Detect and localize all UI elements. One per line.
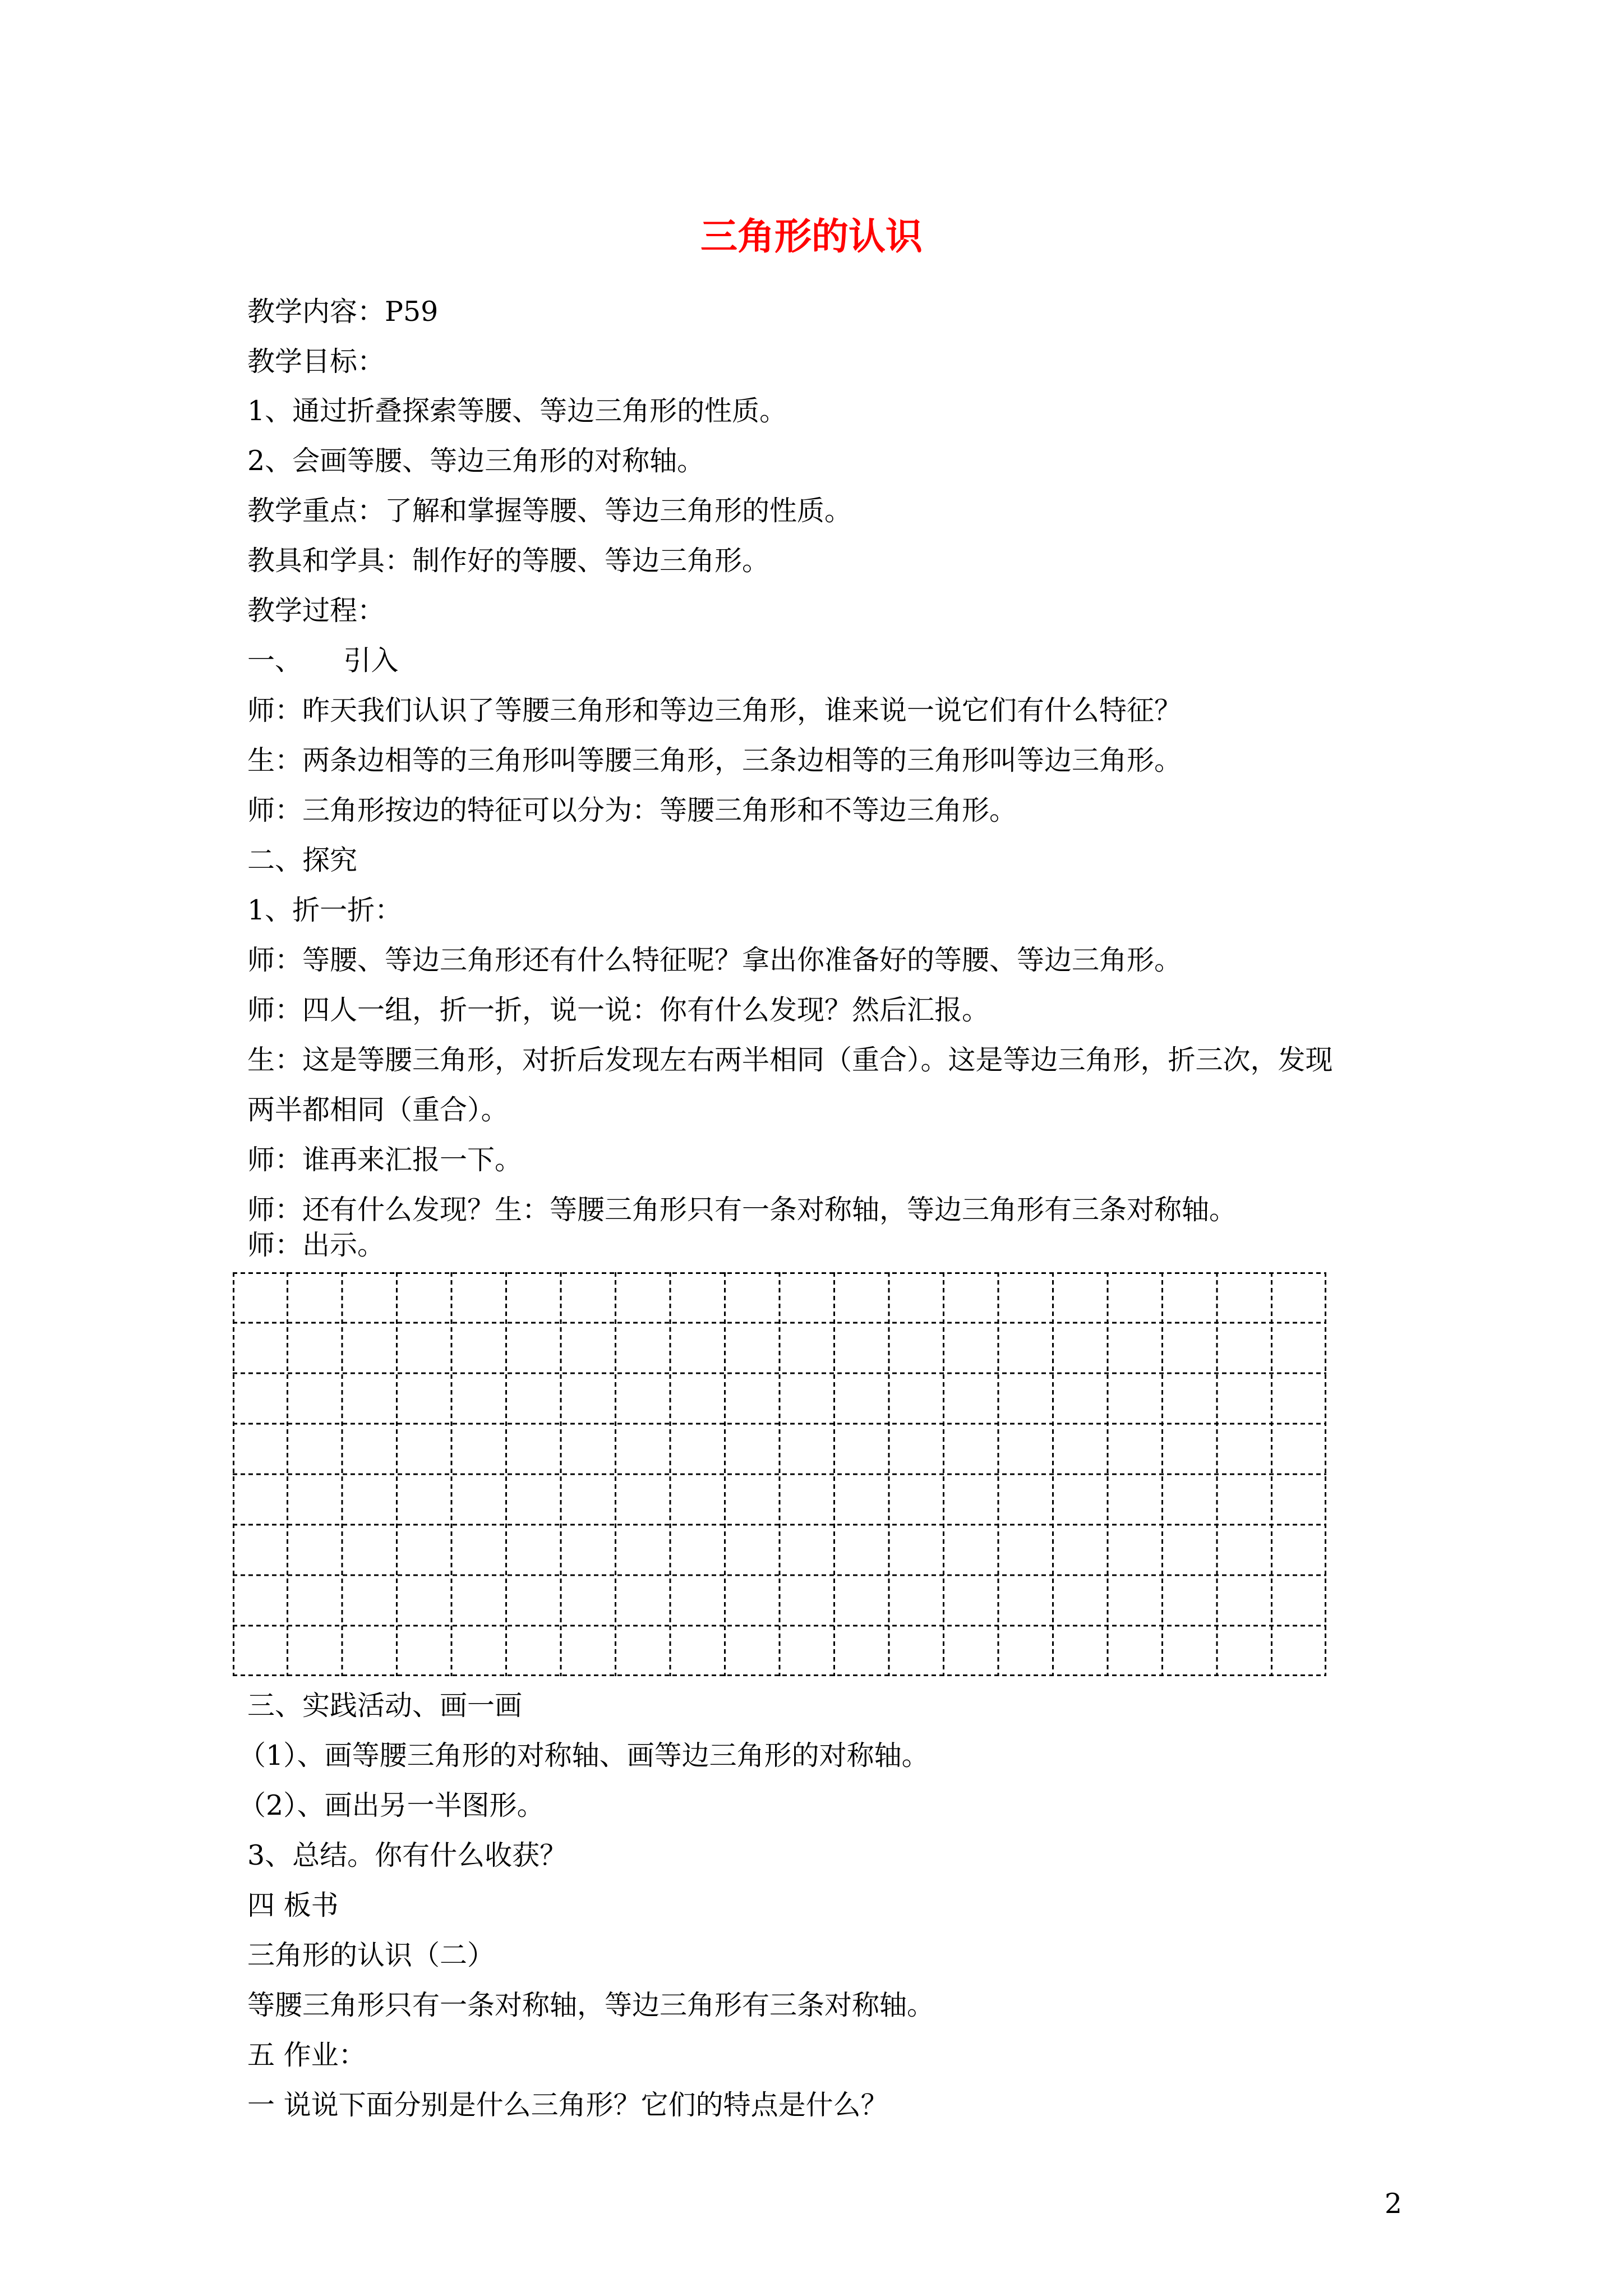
text-line-teaching-goals: 教学目标：: [247, 346, 385, 378]
text-line-practice-2: （2）、画出另一半图形。: [238, 1789, 545, 1821]
text-line-section-homework: 五 作业：: [247, 2039, 366, 2071]
text-line-process: 教学过程：: [247, 595, 385, 627]
text-line-dialogue: 师：三角形按边的特征可以分为：等腰三角形和不等边三角形。: [247, 794, 1017, 826]
text-line-homework-1: 一 说说下面分别是什么三角形？它们的特点是什么？: [247, 2089, 888, 2121]
text-line-board-title: 三角形的认识（二）: [247, 1939, 495, 1971]
text-line-fold: 1、折一折：: [247, 894, 403, 926]
text-line-dialogue: 师：等腰、等边三角形还有什么特征呢？拿出你准备好的等腰、等边三角形。: [247, 944, 1182, 976]
text-line-section-explore: 二、探究: [247, 844, 358, 876]
text-line-goal-2: 2、会画等腰、等边三角形的对称轴。: [247, 445, 705, 477]
text-line-section-practice: 三、实践活动、画一画: [247, 1690, 523, 1722]
text-line-practice-1: （1）、画等腰三角形的对称轴、画等边三角形的对称轴。: [238, 1740, 929, 1772]
text-line-dialogue: 师：昨天我们认识了等腰三角形和等边三角形，谁来说一说它们有什么特征？: [247, 694, 1182, 726]
text-line-dialogue: 师：四人一组，折一折，说一说：你有什么发现？然后汇报。: [247, 994, 990, 1026]
text-line-show: 师：出示。: [247, 1229, 385, 1261]
text-line-dialogue: 生：这是等腰三角形，对折后发现左右两半相同（重合）。这是等边三角形，折三次，发现: [247, 1044, 1333, 1076]
dashed-grid: [233, 1272, 1326, 1676]
text-line-key-points: 教学重点：了解和掌握等腰、等边三角形的性质。: [247, 495, 852, 527]
text-line-summary: 3、总结。你有什么收获？: [247, 1839, 568, 1871]
document-title: 三角形的认识: [700, 214, 923, 258]
text-line-section-board: 四 板书: [247, 1889, 339, 1921]
text-line-teaching-aids: 教具和学具：制作好的等腰、等边三角形。: [247, 545, 770, 577]
text-line-goal-1: 1、通过折叠探索等腰、等边三角形的性质。: [247, 395, 787, 427]
text-line-dialogue: 师：谁再来汇报一下。: [247, 1144, 523, 1176]
text-line-dialogue: 生：两条边相等的三角形叫等腰三角形，三条边相等的三角形叫等边三角形。: [247, 744, 1182, 776]
text-line-teaching-content: 教学内容：P59: [247, 296, 439, 328]
text-line-dialogue: 师：还有什么发现？生：等腰三角形只有一条对称轴，等边三角形有三条对称轴。: [247, 1194, 1237, 1226]
text-line-board-content: 等腰三角形只有一条对称轴，等边三角形有三条对称轴。: [247, 1989, 935, 2021]
text-line-dialogue-continued: 两半都相同（重合）。: [247, 1094, 509, 1126]
page-number: 2: [1384, 2188, 1402, 2220]
text-line-section-intro: 一、 引入: [247, 645, 399, 677]
